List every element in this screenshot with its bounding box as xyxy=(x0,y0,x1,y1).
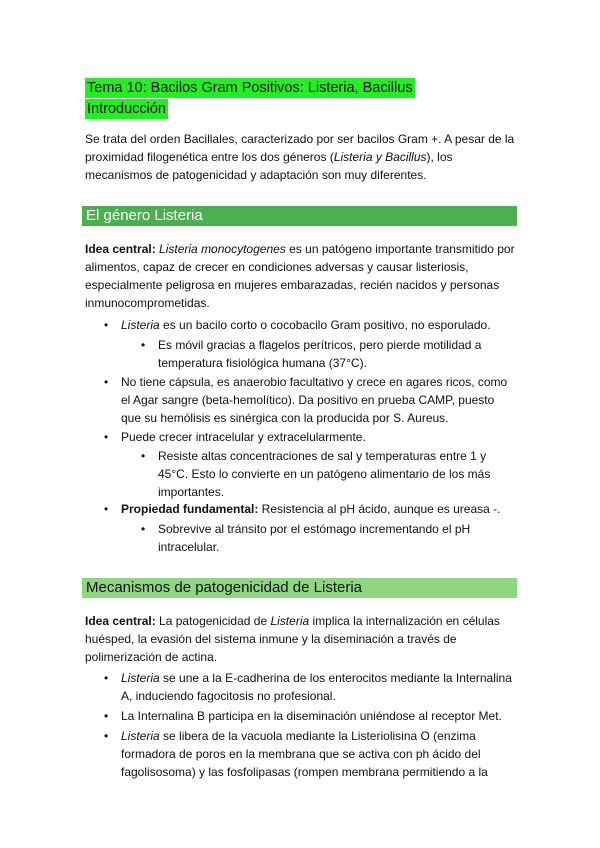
list-item: Puede crecer intracelular y extracelularmente. xyxy=(121,430,366,444)
list-item: Sobrevive al tránsito por el estómago incrementando el pH intracelular. xyxy=(158,522,471,554)
bullet-glyph: • xyxy=(104,318,109,332)
section-header-listeria: El género Listeria xyxy=(82,206,517,226)
document-title: Tema 10: Bacilos Gram Positivos: Listeria, Bacillus xyxy=(87,80,413,96)
list-item: Propiedad fundamental: Resistencia al pH ácido, aunque es ureasa -. xyxy=(121,502,501,516)
list-item: La Internalina B participa en la diseminación uniéndose al receptor Met. xyxy=(121,709,502,723)
list-item: Listeria es un bacilo corto o cocobacilo Gram positivo, no esporulado. xyxy=(121,318,491,332)
bullet-glyph: • xyxy=(104,671,109,685)
idea-central-patogenicidad: Idea central: La patogenicidad de Listeria implica la internalización en células huésped, la evasión del sistema inmune y la diseminación a través de polimerización de actina. xyxy=(85,614,500,664)
list-item: Es móvil gracias a flagelos perítricos, pero pierde motilidad a temperatura fisiológica humana (37°C). xyxy=(158,338,482,370)
list-item: No tiene cápsula, es anaerobio facultativo y crece en agares ricos, como el Agar sangre (beta-hemolítico). Da positivo en prueba CAMP, puesto que su hemólisis es sinérgica con la producida por S. Aureus. xyxy=(121,375,508,425)
bullet-glyph: • xyxy=(141,522,146,536)
bullet-glyph: • xyxy=(104,430,109,444)
idea-central-listeria: Idea central: Listeria monocytogenes es un patógeno importante transmitido por alimentos, capaz de crecer en condiciones adversas y causar listeriosis, especialmente peligrosa en mujeres embarazadas, recién nacidos y personas inmunocomprometidas. xyxy=(85,242,515,310)
list-item: Listeria se libera de la vacuola mediante la Listeriolisina O (enzima formadora de poros en la membrana que se activa con ph ácido del fagolisosoma) y las fosfolipasas (rompen membrana permitiendo a la xyxy=(121,729,488,779)
intro-heading: Introducción xyxy=(87,101,166,117)
list-item: Resiste altas concentraciones de sal y temperaturas entre 1 y 45°C. Esto lo convierte en un patógeno alimentario de los más importantes. xyxy=(158,449,491,499)
intro-paragraph: Se trata del orden Bacillales, caracterizado por ser bacilos Gram +. A pesar de la proximidad filogenética entre los dos géneros (Listeria y Bacillus), los mecanismos de patogenicidad y adaptación son muy diferentes. xyxy=(85,132,515,182)
section-header-patogenicidad: Mecanismos de patogenicidad de Listeria xyxy=(82,578,517,598)
bullet-glyph: • xyxy=(104,375,109,389)
bullet-glyph: • xyxy=(104,502,109,516)
list-item: Listeria se une a la E-cadherina de los enterocitos mediante la Internalina A, induciendo fagocitosis no profesional. xyxy=(121,671,512,703)
bullet-glyph: • xyxy=(141,338,146,352)
bullet-glyph: • xyxy=(104,729,109,743)
bullet-glyph: • xyxy=(141,449,146,463)
bullet-glyph: • xyxy=(104,709,109,723)
